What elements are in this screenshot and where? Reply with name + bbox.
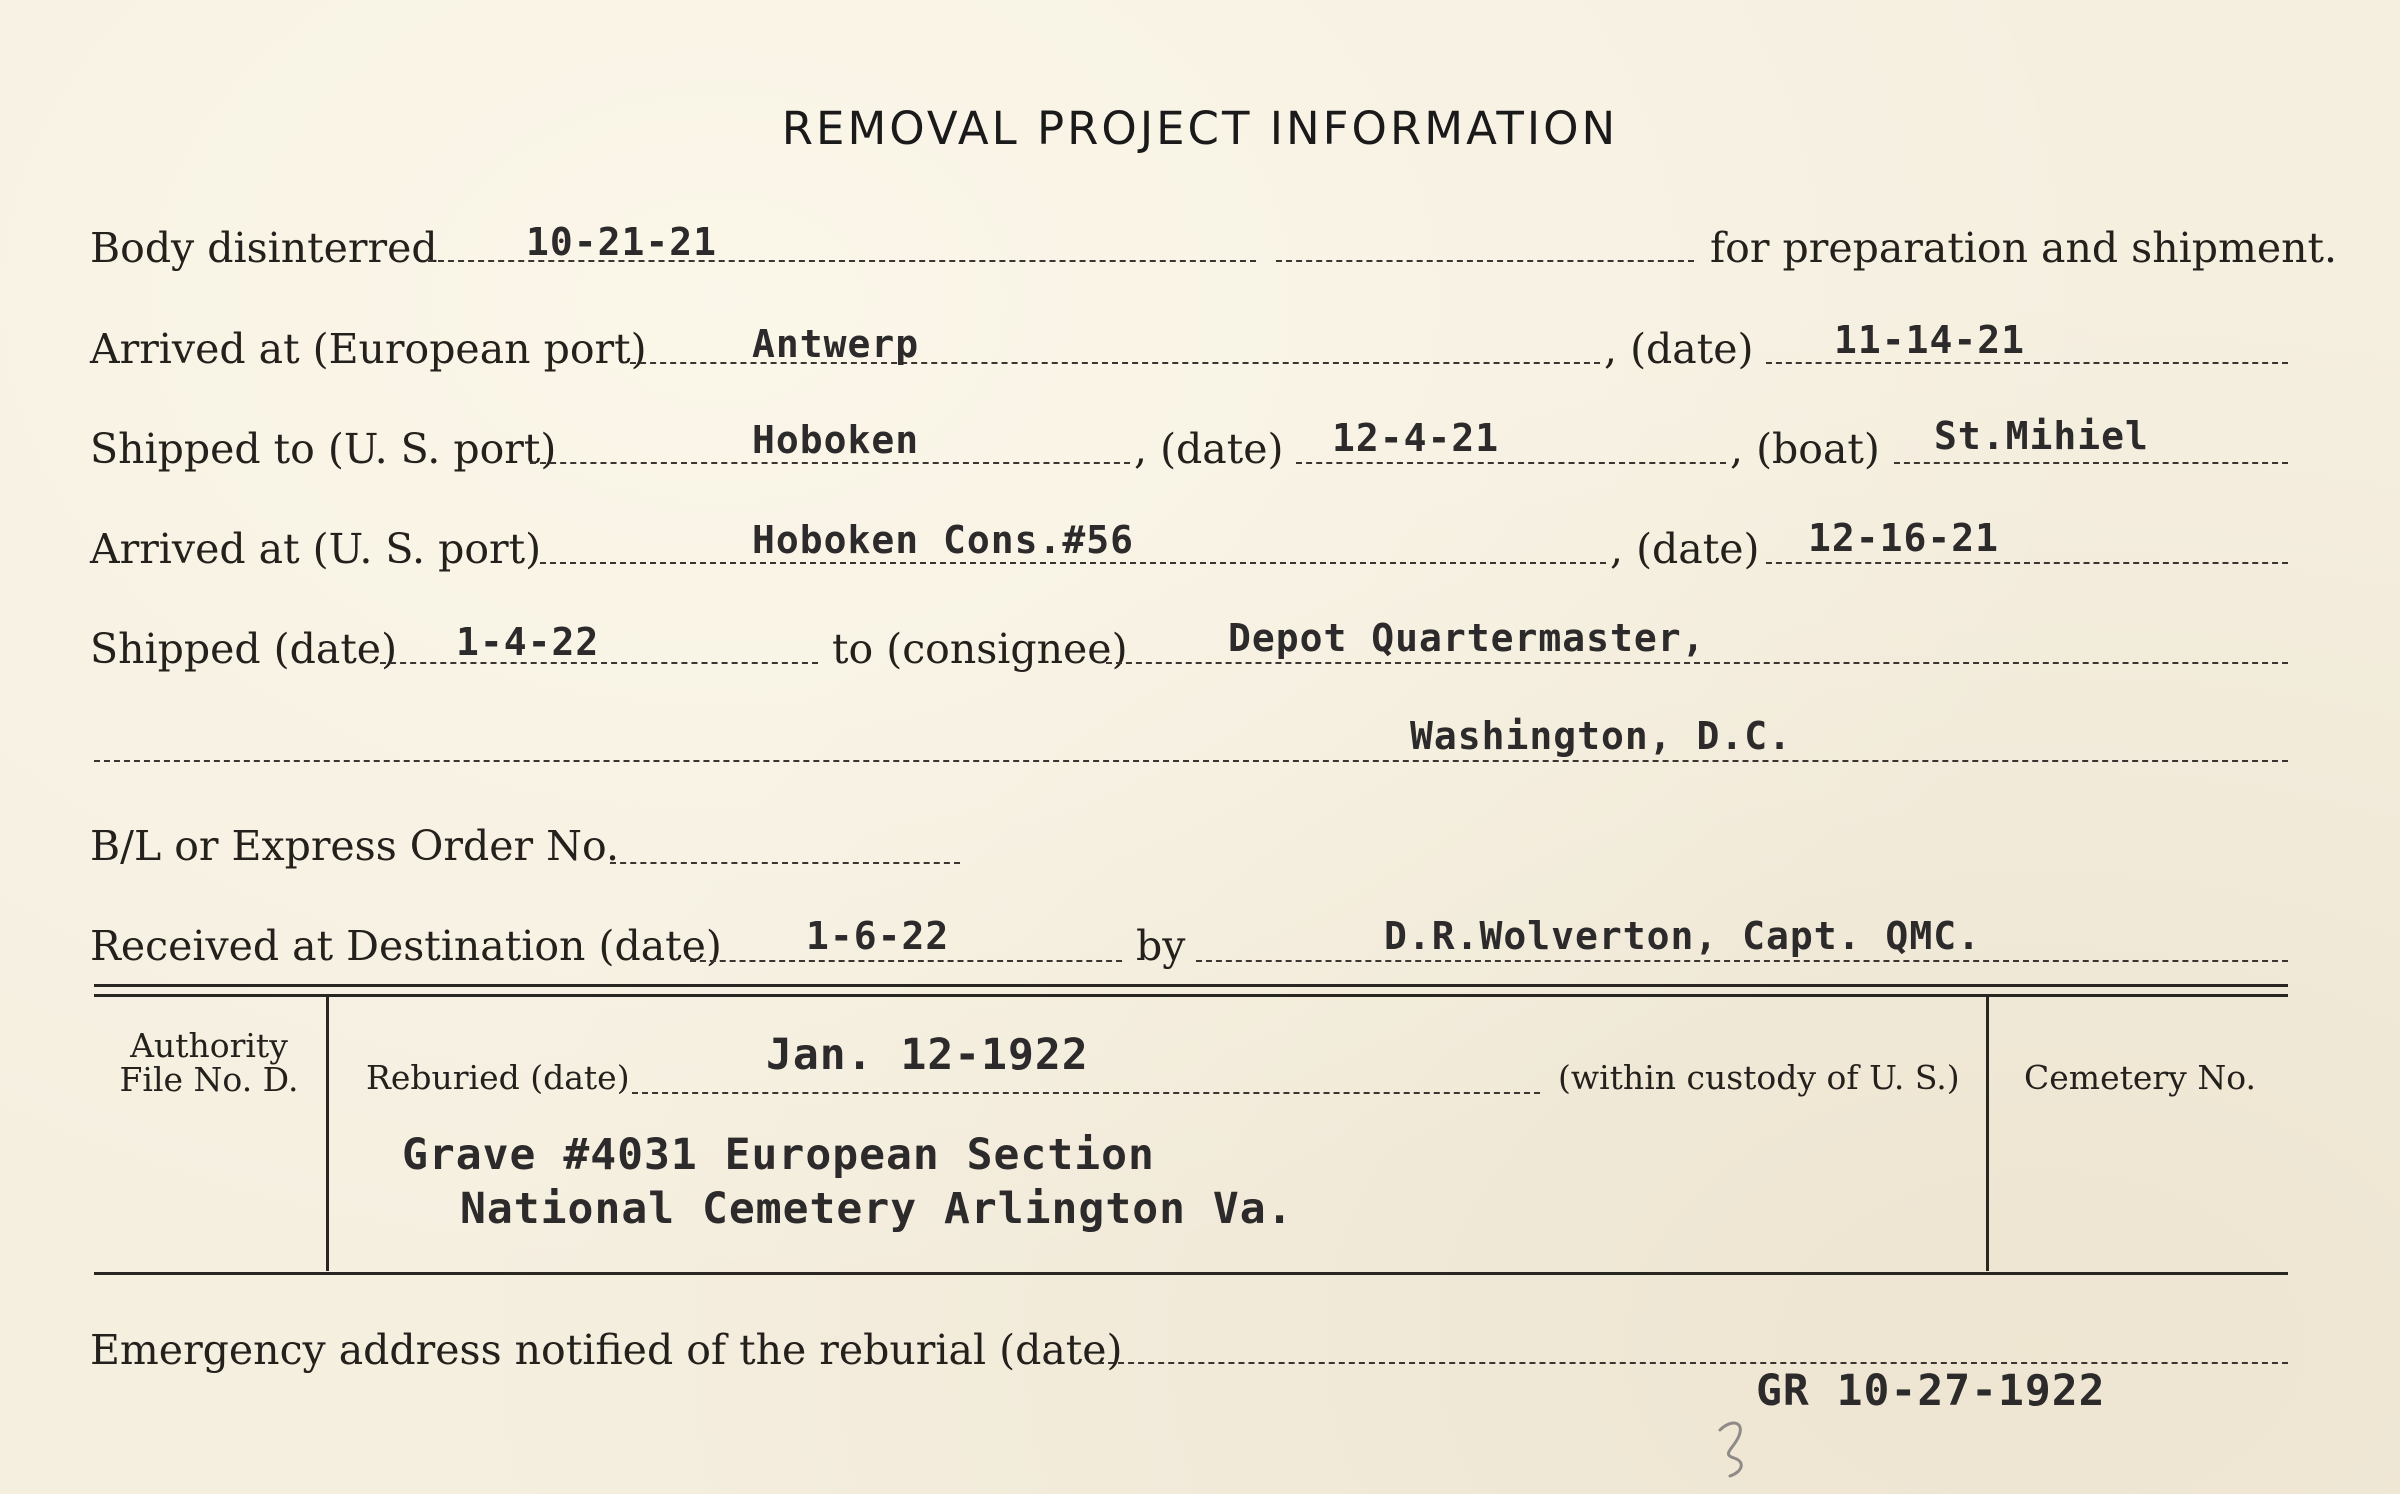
european-port-label: Arrived at (European port) [90,325,647,373]
box-top-rule-2 [94,994,2288,997]
disinterred-suffix: for preparation and shipment. [1710,224,2338,272]
arrived-us-date-line [1766,562,2288,564]
emergency-line [1098,1362,2288,1364]
consignee-value-2: Washington, D.C. [1410,714,1793,758]
us-port-date-line [1296,462,1726,464]
grave-line-1: Grave #4031 European Section [402,1130,1155,1180]
disinterred-date: 10-21-21 [526,220,718,264]
european-port-value: Antwerp [752,322,920,366]
emergency-stamp: GR 10-27-1922 [1756,1366,2106,1416]
authority-label: Authority [130,1026,288,1065]
arrived-us-date-value: 12-16-21 [1808,516,2000,560]
consignee-line [1106,662,2288,664]
arrived-us-value: Hoboken Cons.#56 [752,518,1135,562]
emergency-label: Emergency address notified of the reburial (date) [90,1326,1123,1374]
cemetery-label: Cemetery No. [2024,1058,2256,1097]
received-date-value: 1-6-22 [806,914,950,958]
disinterred-line-2 [1276,260,1694,262]
us-port-label: Shipped to (U. S. port) [90,425,557,473]
us-port-line [530,462,1130,464]
arrived-us-date-label: , (date) [1610,525,1760,573]
reburied-date-value: Jan. 12-1922 [766,1030,1089,1080]
boat-line [1894,462,2288,464]
box-divider-right [1986,997,1989,1271]
received-by-value: D.R.Wolverton, Capt. QMC. [1384,914,1981,958]
us-port-date-label: , (date) [1134,425,1284,473]
reburied-line [632,1092,1540,1094]
box-bottom-rule [94,1272,2288,1275]
bl-line [610,862,960,864]
arrived-us-label: Arrived at (U. S. port) [90,525,542,573]
us-port-date-value: 12-4-21 [1332,416,1500,460]
disinterred-label: Body disinterred [90,224,438,272]
arrived-us-line [540,562,1606,564]
us-port-value: Hoboken [752,418,920,462]
european-date-label: , (date) [1604,325,1754,373]
bl-label: B/L or Express Order No. [90,822,620,870]
consignee-line-2 [94,760,2288,762]
received-by-label: by [1136,922,1186,970]
custody-label: (within custody of U. S.) [1558,1058,1960,1097]
box-top-rule [94,984,2288,987]
received-line [690,960,1122,962]
received-label: Received at Destination (date) [90,922,722,970]
shipped-date-value: 1-4-22 [456,620,600,664]
reburied-label: Reburied (date) [366,1058,630,1097]
european-date-value: 11-14-21 [1834,318,2026,362]
boat-label: , (boat) [1730,425,1880,473]
box-divider-left [326,997,329,1271]
consignee-label: to (consignee) [832,625,1128,673]
shipped-date-label: Shipped (date) [90,625,398,673]
grave-line-2: National Cemetery Arlington Va. [460,1184,1294,1234]
card-title: REMOVAL PROJECT INFORMATION [781,102,1619,155]
european-date-line [1766,362,2288,364]
boat-value: St.Mihiel [1934,414,2149,458]
consignee-value: Depot Quartermaster, [1228,616,1706,660]
authority-file-label: File No. D. [119,1060,299,1099]
received-by-line [1196,960,2288,962]
pencil-mark-icon [1712,1412,1772,1482]
